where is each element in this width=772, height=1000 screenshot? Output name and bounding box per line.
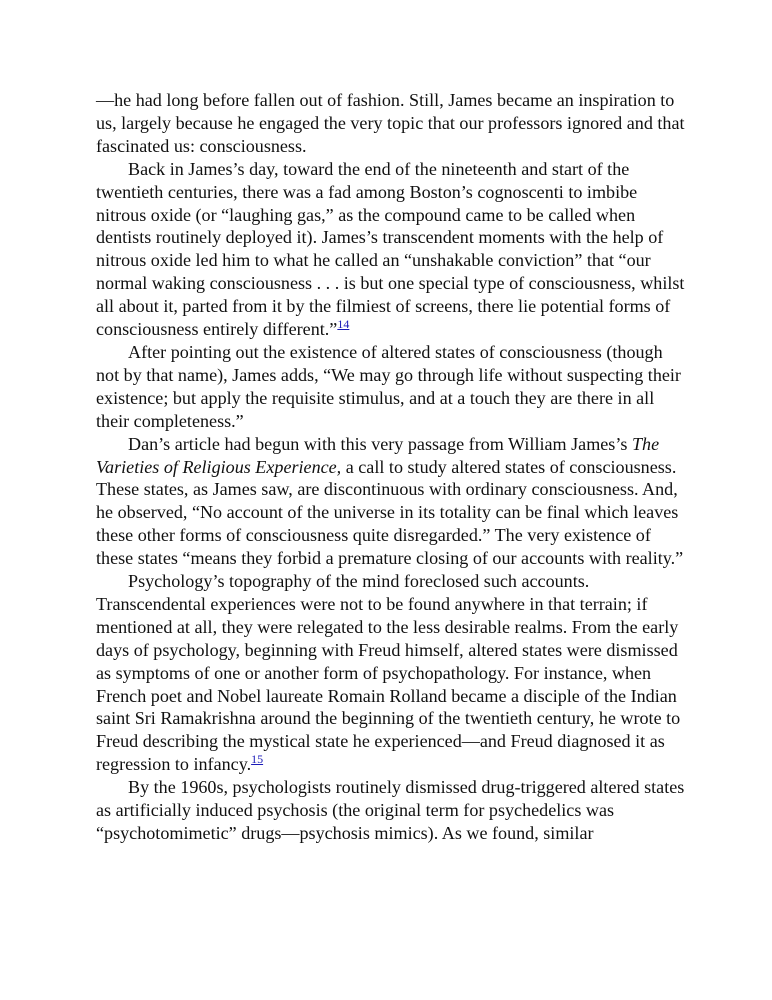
book-title: The Varieties of Religious Experience, — [96, 433, 660, 477]
paragraph-1 — [96, 89, 686, 158]
paragraph-5 — [96, 570, 686, 776]
paragraph-6-text: By the 1960s, psychologists routinely dismissed drug-triggered altered states as artificially induced psychosis (the original term for psychedelics was “psychotomimetic” drugs—psychosis mimics). As we found, similar — [96, 777, 685, 843]
paragraph-3 — [96, 341, 686, 433]
footnote-link-14[interactable]: 14 — [337, 317, 350, 332]
paragraph-6 — [96, 776, 686, 845]
paragraph-5-text: Psychology’s topography of the mind foreclosed such accounts. Transcendental experiences were not to be found anywhere in that terrain; if mentioned at all, they were relegated to the less desirable realms. From the early days of psychology, beginning with Freud himself, altered states were dismissed as symptoms of one or another form of psychopathology. For instance, when French poet and Nobel laureate Romain Rolland became a disciple of the Indian saint Sri Ramakrishna around the beginning of the twentieth century, he wrote to Freud describing the mystical state he experienced—and Freud diagnosed it as regression to infancy. — [96, 571, 681, 775]
paragraph-3-text: After pointing out the existence of altered states of consciousness (though not by that name), James adds, “We may go through life without suspecting their existence; but apply the requisite stimulus, and at a touch they are there in all their completeness.” — [96, 341, 681, 431]
paragraph-2 — [96, 158, 686, 341]
paragraph-4 — [96, 433, 686, 570]
footnote-link-15[interactable]: 15 — [251, 752, 264, 767]
book-page — [96, 89, 686, 845]
paragraph-4-text-after: a call to study altered states of consciousness. These states, as James saw, are discontinuous with ordinary consciousness. And, he observed, “No account of the universe in its totality can be final which leaves these other forms of consciousness quite disregarded.” The very existence of these states “means they forbid a premature closing of our accounts with reality.” — [96, 456, 684, 569]
paragraph-4-text-before: Dan’s article had begun with this very passage from William James’s — [128, 433, 632, 454]
paragraph-2-text: Back in James’s day, toward the end of the nineteenth and start of the twentieth centuries, there was a fad among Boston’s cognoscenti to imbibe nitrous oxide (or “laughing gas,” as the compound came to be called when dentists routinely deployed it). James’s transcendent moments with the help of nitrous oxide led him to what he called an “unshakable conviction” that “our normal waking consciousness . . . is but one special type of consciousness, whilst all about it, parted from it by the filmiest of screens, there lie potential forms of consciousness entirely different.” — [96, 158, 685, 340]
paragraph-1-text: —he had long before fallen out of fashion. Still, James became an inspiration to us, largely because he engaged the very topic that our professors ignored and that fascinated us: consciousness. — [96, 90, 685, 156]
